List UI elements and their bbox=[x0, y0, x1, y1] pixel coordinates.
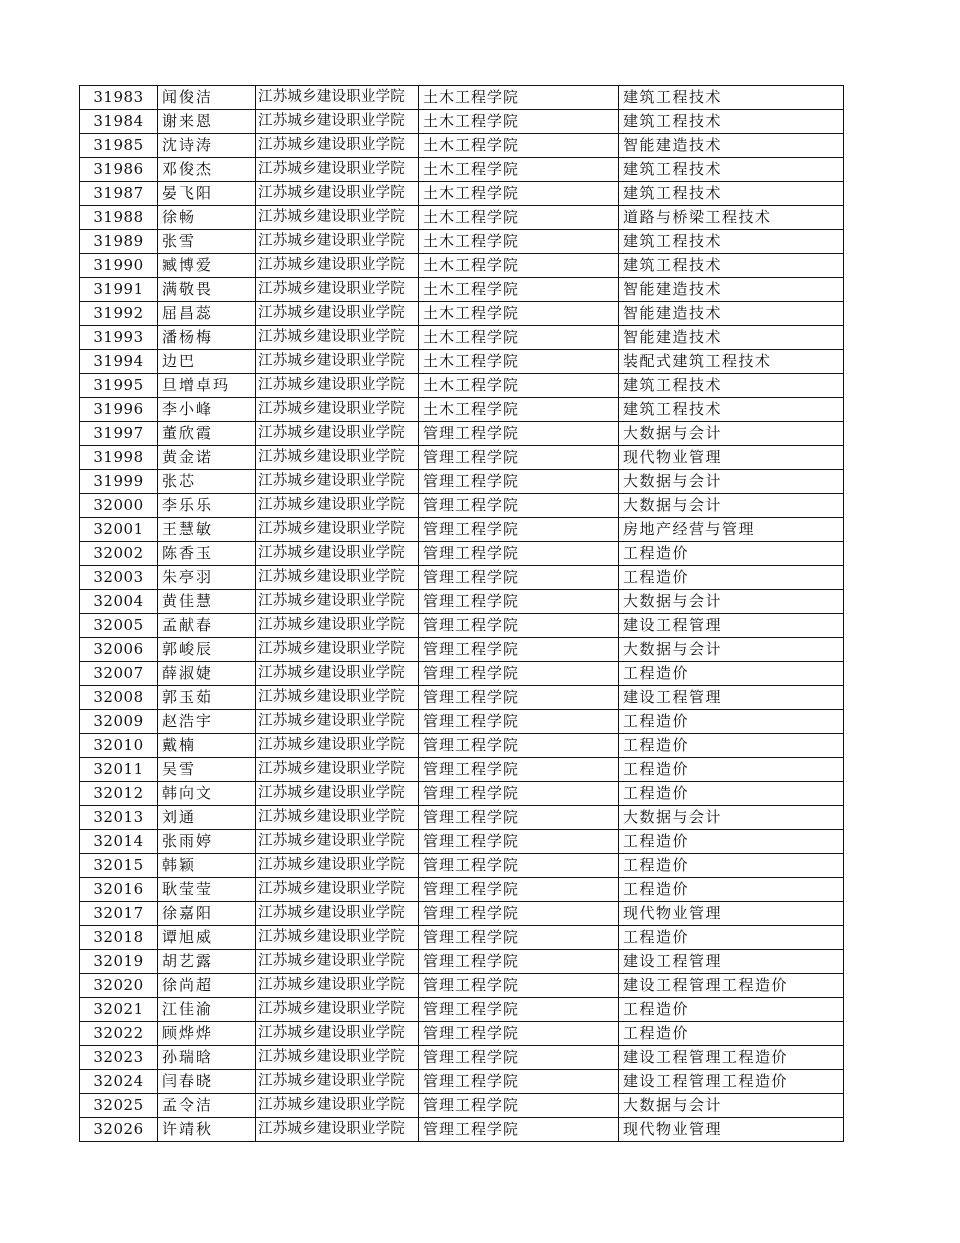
major-cell: 建设工程管理工程造价 bbox=[619, 974, 844, 998]
student-name-cell: 韩颖 bbox=[158, 854, 256, 878]
table-row bbox=[80, 398, 844, 422]
college-cell: 管理工程学院 bbox=[419, 758, 619, 782]
major-cell: 智能建造技术 bbox=[619, 302, 844, 326]
school-cell: 江苏城乡建设职业学院 bbox=[256, 350, 419, 374]
student-roster-table bbox=[79, 85, 844, 1142]
college-cell: 管理工程学院 bbox=[419, 1046, 619, 1070]
student-name-cell: 郭玉茹 bbox=[158, 686, 256, 710]
college-cell: 管理工程学院 bbox=[419, 806, 619, 830]
student-id-cell: 32001 bbox=[80, 518, 158, 542]
student-id-cell: 32012 bbox=[80, 782, 158, 806]
student-name-cell: 闫春晓 bbox=[158, 1070, 256, 1094]
school-cell: 江苏城乡建设职业学院 bbox=[256, 398, 419, 422]
student-id-cell: 31983 bbox=[80, 86, 158, 110]
student-id-cell: 31993 bbox=[80, 326, 158, 350]
student-name-cell: 黄金诺 bbox=[158, 446, 256, 470]
table-row bbox=[80, 422, 844, 446]
table-row bbox=[80, 278, 844, 302]
major-cell: 建设工程管理工程造价 bbox=[619, 1046, 844, 1070]
school-cell: 江苏城乡建设职业学院 bbox=[256, 134, 419, 158]
major-cell: 建设工程管理 bbox=[619, 686, 844, 710]
school-cell: 江苏城乡建设职业学院 bbox=[256, 758, 419, 782]
college-cell: 管理工程学院 bbox=[419, 950, 619, 974]
school-cell: 江苏城乡建设职业学院 bbox=[256, 806, 419, 830]
student-name-cell: 孟献春 bbox=[158, 614, 256, 638]
college-cell: 管理工程学院 bbox=[419, 926, 619, 950]
school-cell: 江苏城乡建设职业学院 bbox=[256, 638, 419, 662]
student-id-cell: 32003 bbox=[80, 566, 158, 590]
student-id-cell: 32024 bbox=[80, 1070, 158, 1094]
school-cell: 江苏城乡建设职业学院 bbox=[256, 278, 419, 302]
student-id-cell: 32007 bbox=[80, 662, 158, 686]
table-row bbox=[80, 662, 844, 686]
college-cell: 管理工程学院 bbox=[419, 422, 619, 446]
school-cell: 江苏城乡建设职业学院 bbox=[256, 1046, 419, 1070]
student-name-cell: 朱亭羽 bbox=[158, 566, 256, 590]
college-cell: 管理工程学院 bbox=[419, 1070, 619, 1094]
school-cell: 江苏城乡建设职业学院 bbox=[256, 878, 419, 902]
college-cell: 土木工程学院 bbox=[419, 206, 619, 230]
student-name-cell: 郭峻辰 bbox=[158, 638, 256, 662]
major-cell: 装配式建筑工程技术 bbox=[619, 350, 844, 374]
college-cell: 管理工程学院 bbox=[419, 542, 619, 566]
college-cell: 土木工程学院 bbox=[419, 350, 619, 374]
table-row bbox=[80, 854, 844, 878]
major-cell: 建筑工程技术 bbox=[619, 398, 844, 422]
student-name-cell: 胡艺露 bbox=[158, 950, 256, 974]
table-row bbox=[80, 974, 844, 998]
major-cell: 建设工程管理 bbox=[619, 614, 844, 638]
student-id-cell: 31985 bbox=[80, 134, 158, 158]
school-cell: 江苏城乡建设职业学院 bbox=[256, 902, 419, 926]
major-cell: 工程造价 bbox=[619, 758, 844, 782]
major-cell: 大数据与会计 bbox=[619, 590, 844, 614]
school-cell: 江苏城乡建设职业学院 bbox=[256, 974, 419, 998]
student-name-cell: 谢来恩 bbox=[158, 110, 256, 134]
table-row bbox=[80, 830, 844, 854]
major-cell: 建筑工程技术 bbox=[619, 254, 844, 278]
major-cell: 建筑工程技术 bbox=[619, 230, 844, 254]
table-row bbox=[80, 758, 844, 782]
student-id-cell: 31987 bbox=[80, 182, 158, 206]
major-cell: 工程造价 bbox=[619, 782, 844, 806]
college-cell: 管理工程学院 bbox=[419, 734, 619, 758]
college-cell: 管理工程学院 bbox=[419, 782, 619, 806]
student-name-cell: 沈诗涛 bbox=[158, 134, 256, 158]
major-cell: 大数据与会计 bbox=[619, 470, 844, 494]
student-id-cell: 32013 bbox=[80, 806, 158, 830]
student-name-cell: 邓俊杰 bbox=[158, 158, 256, 182]
school-cell: 江苏城乡建设职业学院 bbox=[256, 590, 419, 614]
college-cell: 管理工程学院 bbox=[419, 902, 619, 926]
student-id-cell: 31999 bbox=[80, 470, 158, 494]
student-id-cell: 31995 bbox=[80, 374, 158, 398]
major-cell: 建筑工程技术 bbox=[619, 158, 844, 182]
college-cell: 管理工程学院 bbox=[419, 830, 619, 854]
student-name-cell: 许靖秋 bbox=[158, 1118, 256, 1142]
major-cell: 建设工程管理 bbox=[619, 950, 844, 974]
student-id-cell: 32015 bbox=[80, 854, 158, 878]
school-cell: 江苏城乡建设职业学院 bbox=[256, 230, 419, 254]
school-cell: 江苏城乡建设职业学院 bbox=[256, 854, 419, 878]
table-row bbox=[80, 206, 844, 230]
major-cell: 工程造价 bbox=[619, 662, 844, 686]
table-row bbox=[80, 518, 844, 542]
table-row bbox=[80, 326, 844, 350]
school-cell: 江苏城乡建设职业学院 bbox=[256, 494, 419, 518]
student-id-cell: 32020 bbox=[80, 974, 158, 998]
student-name-cell: 江佳渝 bbox=[158, 998, 256, 1022]
major-cell: 建筑工程技术 bbox=[619, 86, 844, 110]
student-name-cell: 臧博爱 bbox=[158, 254, 256, 278]
major-cell: 建筑工程技术 bbox=[619, 110, 844, 134]
student-id-cell: 31992 bbox=[80, 302, 158, 326]
student-id-cell: 31988 bbox=[80, 206, 158, 230]
school-cell: 江苏城乡建设职业学院 bbox=[256, 1070, 419, 1094]
student-id-cell: 31994 bbox=[80, 350, 158, 374]
table-row bbox=[80, 134, 844, 158]
major-cell: 建筑工程技术 bbox=[619, 374, 844, 398]
student-id-cell: 31984 bbox=[80, 110, 158, 134]
school-cell: 江苏城乡建设职业学院 bbox=[256, 542, 419, 566]
table-row bbox=[80, 542, 844, 566]
student-id-cell: 32021 bbox=[80, 998, 158, 1022]
roster-body bbox=[80, 86, 844, 1142]
student-name-cell: 顾烨烨 bbox=[158, 1022, 256, 1046]
college-cell: 土木工程学院 bbox=[419, 110, 619, 134]
school-cell: 江苏城乡建设职业学院 bbox=[256, 374, 419, 398]
major-cell: 工程造价 bbox=[619, 734, 844, 758]
table-row bbox=[80, 782, 844, 806]
school-cell: 江苏城乡建设职业学院 bbox=[256, 782, 419, 806]
student-name-cell: 徐嘉阳 bbox=[158, 902, 256, 926]
school-cell: 江苏城乡建设职业学院 bbox=[256, 734, 419, 758]
major-cell: 智能建造技术 bbox=[619, 278, 844, 302]
student-id-cell: 32019 bbox=[80, 950, 158, 974]
school-cell: 江苏城乡建设职业学院 bbox=[256, 662, 419, 686]
major-cell: 道路与桥梁工程技术 bbox=[619, 206, 844, 230]
school-cell: 江苏城乡建设职业学院 bbox=[256, 182, 419, 206]
table-row bbox=[80, 86, 844, 110]
table-row bbox=[80, 494, 844, 518]
college-cell: 土木工程学院 bbox=[419, 230, 619, 254]
major-cell: 建筑工程技术 bbox=[619, 182, 844, 206]
school-cell: 江苏城乡建设职业学院 bbox=[256, 1118, 419, 1142]
student-name-cell: 潘杨梅 bbox=[158, 326, 256, 350]
table-row bbox=[80, 590, 844, 614]
college-cell: 土木工程学院 bbox=[419, 398, 619, 422]
student-id-cell: 31986 bbox=[80, 158, 158, 182]
student-name-cell: 闻俊洁 bbox=[158, 86, 256, 110]
major-cell: 工程造价 bbox=[619, 998, 844, 1022]
major-cell: 大数据与会计 bbox=[619, 638, 844, 662]
student-name-cell: 边巴 bbox=[158, 350, 256, 374]
table-row bbox=[80, 734, 844, 758]
school-cell: 江苏城乡建设职业学院 bbox=[256, 206, 419, 230]
student-id-cell: 32002 bbox=[80, 542, 158, 566]
major-cell: 工程造价 bbox=[619, 878, 844, 902]
table-row bbox=[80, 1022, 844, 1046]
major-cell: 大数据与会计 bbox=[619, 1094, 844, 1118]
table-row bbox=[80, 470, 844, 494]
college-cell: 管理工程学院 bbox=[419, 854, 619, 878]
student-id-cell: 31991 bbox=[80, 278, 158, 302]
table-row bbox=[80, 446, 844, 470]
college-cell: 管理工程学院 bbox=[419, 1118, 619, 1142]
student-name-cell: 孟令洁 bbox=[158, 1094, 256, 1118]
school-cell: 江苏城乡建设职业学院 bbox=[256, 470, 419, 494]
school-cell: 江苏城乡建设职业学院 bbox=[256, 686, 419, 710]
student-id-cell: 32011 bbox=[80, 758, 158, 782]
major-cell: 建设工程管理工程造价 bbox=[619, 1070, 844, 1094]
major-cell: 智能建造技术 bbox=[619, 326, 844, 350]
school-cell: 江苏城乡建设职业学院 bbox=[256, 326, 419, 350]
major-cell: 工程造价 bbox=[619, 542, 844, 566]
major-cell: 工程造价 bbox=[619, 830, 844, 854]
school-cell: 江苏城乡建设职业学院 bbox=[256, 614, 419, 638]
table-row bbox=[80, 950, 844, 974]
student-name-cell: 屈昌蕊 bbox=[158, 302, 256, 326]
college-cell: 管理工程学院 bbox=[419, 446, 619, 470]
college-cell: 管理工程学院 bbox=[419, 662, 619, 686]
student-name-cell: 耿莹莹 bbox=[158, 878, 256, 902]
table-row bbox=[80, 254, 844, 278]
student-name-cell: 满敬畏 bbox=[158, 278, 256, 302]
school-cell: 江苏城乡建设职业学院 bbox=[256, 302, 419, 326]
table-row bbox=[80, 374, 844, 398]
table-row bbox=[80, 1046, 844, 1070]
school-cell: 江苏城乡建设职业学院 bbox=[256, 926, 419, 950]
college-cell: 管理工程学院 bbox=[419, 1022, 619, 1046]
student-id-cell: 32010 bbox=[80, 734, 158, 758]
student-name-cell: 旦增卓玛 bbox=[158, 374, 256, 398]
college-cell: 土木工程学院 bbox=[419, 326, 619, 350]
college-cell: 土木工程学院 bbox=[419, 302, 619, 326]
student-name-cell: 张雨婷 bbox=[158, 830, 256, 854]
major-cell: 工程造价 bbox=[619, 1022, 844, 1046]
table-row bbox=[80, 926, 844, 950]
college-cell: 管理工程学院 bbox=[419, 566, 619, 590]
school-cell: 江苏城乡建设职业学院 bbox=[256, 1022, 419, 1046]
college-cell: 管理工程学院 bbox=[419, 878, 619, 902]
college-cell: 管理工程学院 bbox=[419, 974, 619, 998]
college-cell: 土木工程学院 bbox=[419, 134, 619, 158]
table-row bbox=[80, 350, 844, 374]
college-cell: 土木工程学院 bbox=[419, 86, 619, 110]
student-id-cell: 32000 bbox=[80, 494, 158, 518]
table-row bbox=[80, 638, 844, 662]
student-name-cell: 晏飞阳 bbox=[158, 182, 256, 206]
table-row bbox=[80, 1118, 844, 1142]
student-id-cell: 32008 bbox=[80, 686, 158, 710]
college-cell: 土木工程学院 bbox=[419, 278, 619, 302]
student-id-cell: 32016 bbox=[80, 878, 158, 902]
student-id-cell: 32022 bbox=[80, 1022, 158, 1046]
student-id-cell: 31998 bbox=[80, 446, 158, 470]
major-cell: 房地产经营与管理 bbox=[619, 518, 844, 542]
major-cell: 工程造价 bbox=[619, 566, 844, 590]
school-cell: 江苏城乡建设职业学院 bbox=[256, 158, 419, 182]
student-id-cell: 31997 bbox=[80, 422, 158, 446]
student-name-cell: 张雪 bbox=[158, 230, 256, 254]
school-cell: 江苏城乡建设职业学院 bbox=[256, 566, 419, 590]
table-row bbox=[80, 1094, 844, 1118]
college-cell: 管理工程学院 bbox=[419, 638, 619, 662]
major-cell: 大数据与会计 bbox=[619, 494, 844, 518]
student-id-cell: 32006 bbox=[80, 638, 158, 662]
school-cell: 江苏城乡建设职业学院 bbox=[256, 998, 419, 1022]
table-row bbox=[80, 902, 844, 926]
school-cell: 江苏城乡建设职业学院 bbox=[256, 710, 419, 734]
student-name-cell: 李小峰 bbox=[158, 398, 256, 422]
school-cell: 江苏城乡建设职业学院 bbox=[256, 1094, 419, 1118]
college-cell: 管理工程学院 bbox=[419, 590, 619, 614]
school-cell: 江苏城乡建设职业学院 bbox=[256, 518, 419, 542]
student-name-cell: 刘通 bbox=[158, 806, 256, 830]
college-cell: 土木工程学院 bbox=[419, 254, 619, 278]
major-cell: 智能建造技术 bbox=[619, 134, 844, 158]
student-id-cell: 32017 bbox=[80, 902, 158, 926]
table-row bbox=[80, 302, 844, 326]
student-id-cell: 32023 bbox=[80, 1046, 158, 1070]
table-row bbox=[80, 566, 844, 590]
school-cell: 江苏城乡建设职业学院 bbox=[256, 422, 419, 446]
student-id-cell: 32014 bbox=[80, 830, 158, 854]
student-id-cell: 32005 bbox=[80, 614, 158, 638]
college-cell: 土木工程学院 bbox=[419, 182, 619, 206]
table-row bbox=[80, 1070, 844, 1094]
student-name-cell: 戴楠 bbox=[158, 734, 256, 758]
school-cell: 江苏城乡建设职业学院 bbox=[256, 110, 419, 134]
table-row bbox=[80, 806, 844, 830]
table-row bbox=[80, 998, 844, 1022]
student-name-cell: 谭旭威 bbox=[158, 926, 256, 950]
student-name-cell: 韩向文 bbox=[158, 782, 256, 806]
table-row bbox=[80, 614, 844, 638]
major-cell: 大数据与会计 bbox=[619, 422, 844, 446]
major-cell: 大数据与会计 bbox=[619, 806, 844, 830]
college-cell: 土木工程学院 bbox=[419, 374, 619, 398]
student-name-cell: 吴雪 bbox=[158, 758, 256, 782]
major-cell: 现代物业管理 bbox=[619, 1118, 844, 1142]
school-cell: 江苏城乡建设职业学院 bbox=[256, 86, 419, 110]
table-row bbox=[80, 182, 844, 206]
major-cell: 工程造价 bbox=[619, 710, 844, 734]
college-cell: 管理工程学院 bbox=[419, 1094, 619, 1118]
student-name-cell: 孙瑞晗 bbox=[158, 1046, 256, 1070]
student-id-cell: 32026 bbox=[80, 1118, 158, 1142]
school-cell: 江苏城乡建设职业学院 bbox=[256, 950, 419, 974]
student-name-cell: 张芯 bbox=[158, 470, 256, 494]
table-row bbox=[80, 710, 844, 734]
college-cell: 管理工程学院 bbox=[419, 614, 619, 638]
student-id-cell: 32004 bbox=[80, 590, 158, 614]
school-cell: 江苏城乡建设职业学院 bbox=[256, 830, 419, 854]
student-id-cell: 31990 bbox=[80, 254, 158, 278]
major-cell: 工程造价 bbox=[619, 854, 844, 878]
student-name-cell: 薛淑婕 bbox=[158, 662, 256, 686]
college-cell: 管理工程学院 bbox=[419, 494, 619, 518]
student-name-cell: 陈香玉 bbox=[158, 542, 256, 566]
college-cell: 管理工程学院 bbox=[419, 686, 619, 710]
college-cell: 管理工程学院 bbox=[419, 518, 619, 542]
college-cell: 土木工程学院 bbox=[419, 158, 619, 182]
student-id-cell: 31996 bbox=[80, 398, 158, 422]
college-cell: 管理工程学院 bbox=[419, 710, 619, 734]
table-row bbox=[80, 230, 844, 254]
table-row bbox=[80, 686, 844, 710]
student-name-cell: 赵浩宇 bbox=[158, 710, 256, 734]
major-cell: 工程造价 bbox=[619, 926, 844, 950]
student-name-cell: 李乐乐 bbox=[158, 494, 256, 518]
college-cell: 管理工程学院 bbox=[419, 998, 619, 1022]
school-cell: 江苏城乡建设职业学院 bbox=[256, 446, 419, 470]
student-id-cell: 32009 bbox=[80, 710, 158, 734]
table-row bbox=[80, 158, 844, 182]
major-cell: 现代物业管理 bbox=[619, 902, 844, 926]
table-row bbox=[80, 110, 844, 134]
student-name-cell: 徐尚超 bbox=[158, 974, 256, 998]
student-id-cell: 32025 bbox=[80, 1094, 158, 1118]
student-id-cell: 32018 bbox=[80, 926, 158, 950]
college-cell: 管理工程学院 bbox=[419, 470, 619, 494]
student-name-cell: 黄佳慧 bbox=[158, 590, 256, 614]
student-name-cell: 王慧敏 bbox=[158, 518, 256, 542]
major-cell: 现代物业管理 bbox=[619, 446, 844, 470]
table-row bbox=[80, 878, 844, 902]
student-name-cell: 董欣霞 bbox=[158, 422, 256, 446]
school-cell: 江苏城乡建设职业学院 bbox=[256, 254, 419, 278]
student-id-cell: 31989 bbox=[80, 230, 158, 254]
student-name-cell: 徐畅 bbox=[158, 206, 256, 230]
